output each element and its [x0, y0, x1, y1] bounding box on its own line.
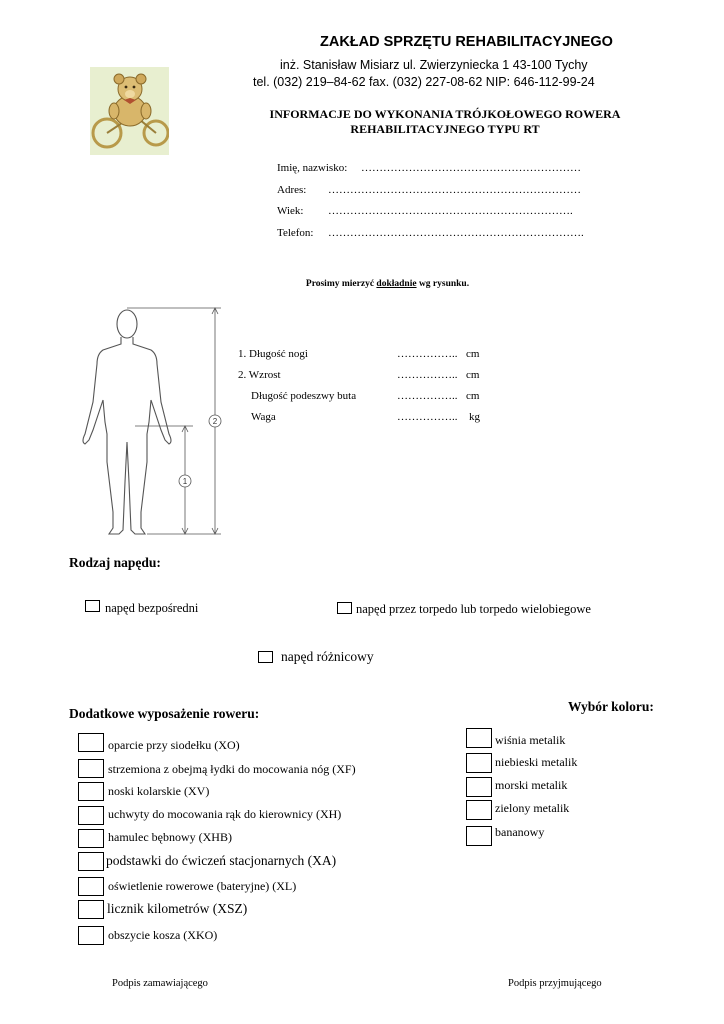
marker-1	[179, 475, 191, 487]
color-heading: Wybór koloru:	[568, 699, 654, 714]
equipment-checkbox-xf[interactable]	[78, 759, 104, 778]
measure-instruction	[180, 279, 595, 289]
shoe-sole-unit: cm	[466, 390, 480, 402]
drive-differential-label: napęd różnicowy	[281, 649, 374, 664]
svg-text:2: 2	[212, 417, 218, 426]
drive-torpedo-checkbox[interactable]	[337, 602, 352, 614]
height-label: 2. Wzrost	[238, 369, 281, 381]
drive-differential-checkbox[interactable]	[258, 651, 273, 663]
color-checkbox-zielony[interactable]	[466, 800, 492, 820]
title-line-1: INFORMACJE DO WYKONANIA TRÓJKOŁOWEGO ROWERA	[269, 107, 621, 121]
color-checkbox-morski[interactable]	[466, 777, 492, 797]
address-dots: ……………………………………………………………	[328, 184, 581, 196]
equipment-label-xh: uchwyty do mocowania rąk do kierownicy (XH)	[108, 807, 342, 821]
equipment-checkbox-xsz[interactable]	[78, 900, 104, 919]
equipment-checkbox-xl[interactable]	[78, 877, 104, 896]
teddy-bear-tricycle-logo	[90, 67, 169, 155]
equipment-label-xv: noski kolarskie (XV)	[108, 784, 210, 798]
equipment-label-xl: oświetlenie rowerowe (bateryjne) (XL)	[108, 879, 297, 893]
equipment-checkbox-xo[interactable]	[78, 733, 104, 752]
human-outline	[83, 310, 171, 534]
drive-direct-checkbox[interactable]	[85, 600, 100, 612]
note-emphasis: dokładnie	[376, 279, 417, 289]
note-before: Prosimy mierzyć	[305, 279, 377, 289]
age-field[interactable]	[277, 205, 573, 217]
shoe-sole-label: Długość podeszwy buta	[251, 390, 357, 402]
color-label-bananowy: bananowy	[495, 825, 545, 839]
equipment-label-xhb: hamulec bębnowy (XHB)	[108, 830, 232, 844]
weight-unit: kg	[469, 411, 480, 423]
equipment-checkbox-xko[interactable]	[78, 926, 104, 945]
company-name: ZAKŁAD SPRZĘTU REHABILITACYJNEGO	[320, 34, 613, 50]
leg-length-dots[interactable]: ……………..	[397, 348, 458, 360]
drive-heading: Rodzaj napędu:	[69, 555, 161, 570]
age-label: Wiek:	[277, 205, 304, 217]
title-line-2: REHABILITACYJNEGO TYPU RT	[350, 122, 540, 136]
leg-length-unit: cm	[466, 348, 480, 360]
marker-2	[209, 415, 221, 427]
leg-length-label: 1. Długość nogi	[238, 348, 308, 360]
drive-direct-label: napęd bezpośredni	[105, 601, 199, 615]
name-field[interactable]	[277, 162, 581, 174]
phone-label: Telefon:	[277, 227, 314, 239]
shoe-sole-dots[interactable]: ……………..	[397, 390, 458, 402]
equipment-heading: Dodatkowe wyposażenie roweru:	[69, 706, 260, 721]
name-label: Imię, nazwisko:	[277, 162, 348, 174]
svg-text:1: 1	[182, 477, 188, 486]
dimension-lines	[127, 308, 221, 534]
height-dots[interactable]: ……………..	[397, 369, 458, 381]
age-dots: ………………………………………………………….	[328, 205, 573, 217]
company-address: inż. Stanisław Misiarz ul. Zwierzyniecka 1 43-100 Tychy	[280, 58, 588, 72]
address-label: Adres:	[277, 184, 307, 196]
color-label-niebieski: niebieski metalik	[495, 755, 578, 769]
height-unit: cm	[466, 369, 480, 381]
equipment-checkbox-xa[interactable]	[78, 852, 104, 871]
body-measurement-figure	[73, 302, 233, 542]
phone-dots: …………………………………………………………….	[328, 227, 584, 239]
weight-label: Waga	[251, 411, 276, 423]
color-checkbox-niebieski[interactable]	[466, 753, 492, 773]
signature-ordering-label: Podpis zamawiającego	[112, 978, 208, 989]
equipment-checkbox-xv[interactable]	[78, 782, 104, 801]
color-checkbox-wisnia[interactable]	[466, 728, 492, 748]
equipment-label-xo: oparcie przy siodełku (XO)	[108, 738, 240, 752]
equipment-label-xf: strzemiona z obejmą łydki do mocowania nóg (XF)	[108, 762, 356, 776]
equipment-label-xsz: licznik kilometrów (XSZ)	[107, 901, 248, 916]
phone-field[interactable]	[277, 227, 584, 239]
weight-dots[interactable]: ……………..	[397, 411, 458, 423]
equipment-label-xa: podstawki do ćwiczeń stacjonarnych (XA)	[106, 853, 337, 868]
color-checkbox-bananowy[interactable]	[466, 826, 492, 846]
drive-torpedo-label: napęd przez torpedo lub torpedo wielobiegowe	[356, 602, 591, 616]
color-label-morski: morski metalik	[495, 778, 568, 792]
equipment-checkbox-xh[interactable]	[78, 806, 104, 825]
color-label-wisnia: wiśnia metalik	[495, 733, 566, 747]
address-field[interactable]	[277, 184, 581, 196]
equipment-label-xko: obszycie kosza (XKO)	[108, 928, 218, 942]
signature-receiving-label: Podpis przyjmującego	[508, 978, 602, 989]
name-dots: ……………………………………………………	[361, 162, 581, 174]
company-contact: tel. (032) 219–84-62 fax. (032) 227-08-62 NIP: 646-112-99-24	[253, 75, 595, 89]
note-after: wg rysunku.	[416, 279, 470, 289]
equipment-checkbox-xhb[interactable]	[78, 829, 104, 848]
document-title	[180, 107, 710, 137]
color-label-zielony: zielony metalik	[495, 801, 570, 815]
